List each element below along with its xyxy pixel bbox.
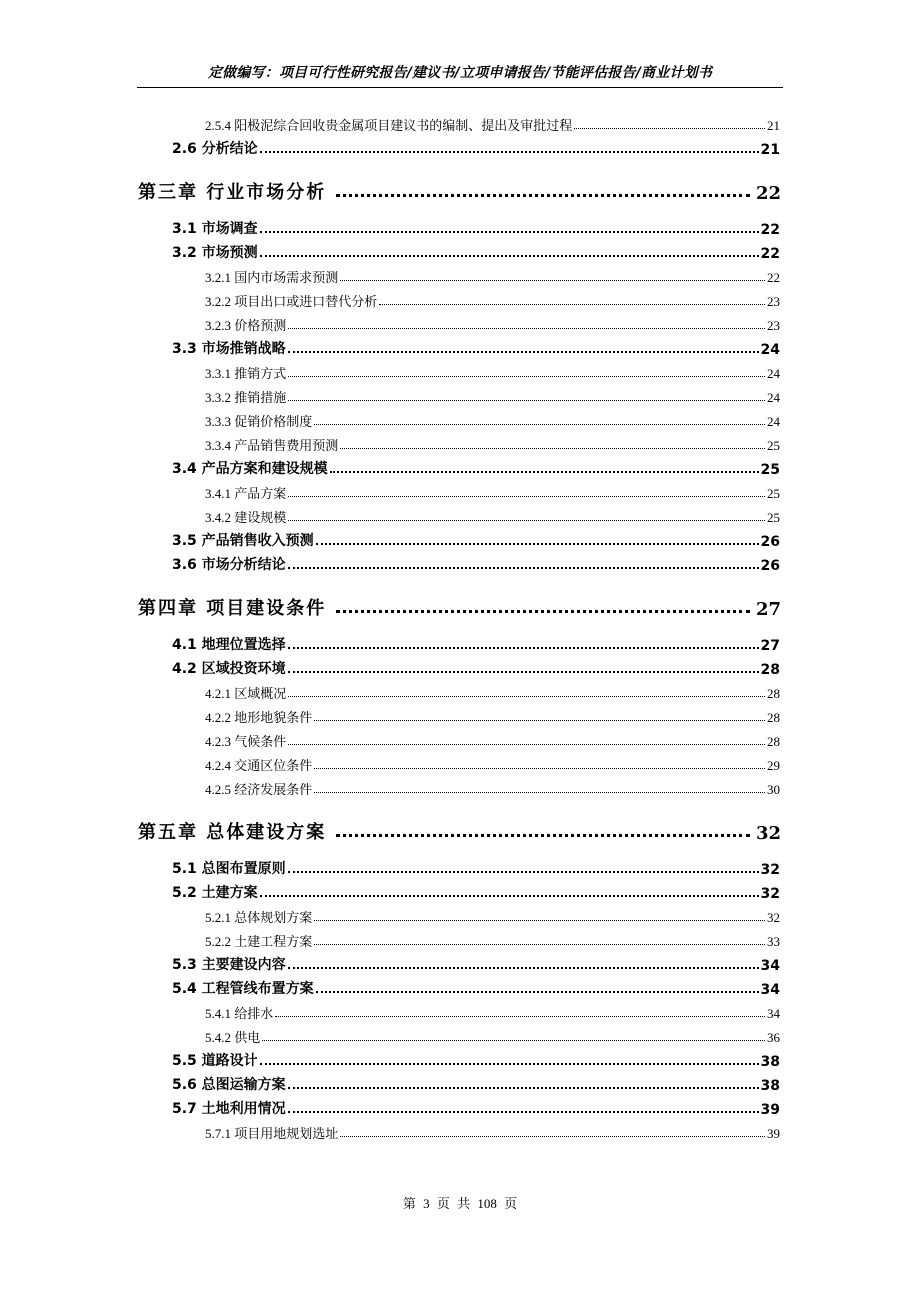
toc-entry-title: 2.5.4 阳极泥综合回收贵金属项目建议书的编制、提出及审批过程 <box>205 118 573 133</box>
toc-dot-leader <box>314 424 765 425</box>
toc-dot-leader <box>288 671 759 673</box>
toc-dot-leader <box>288 1111 759 1113</box>
toc-entry-title: 4.2 区域投资环境 <box>172 661 286 677</box>
toc-dot-leader <box>340 1136 765 1137</box>
toc-entry-page-number: 26 <box>760 534 780 550</box>
toc-dot-leader <box>336 834 750 837</box>
toc-subsection-entry[interactable] <box>205 434 780 454</box>
toc-dot-leader <box>288 400 765 401</box>
toc-entry-page-number: 27 <box>760 638 780 654</box>
toc-subsection-entry[interactable] <box>205 706 780 726</box>
toc-dot-leader <box>336 610 750 613</box>
toc-entry-page-number: 39 <box>760 1102 780 1118</box>
toc-entry-page-number: 25 <box>760 462 780 478</box>
toc-entry-title: 5.7.1 项目用地规划选址 <box>205 1126 339 1141</box>
toc-entry-title: 3.4.2 建设规模 <box>205 510 287 525</box>
toc-entry-page-number: 29 <box>767 758 780 773</box>
toc-dot-leader <box>262 1040 765 1041</box>
toc-section-entry[interactable] <box>172 658 780 678</box>
toc-subsection-entry[interactable] <box>205 314 780 334</box>
toc-section-entry[interactable] <box>172 978 780 998</box>
toc-dot-leader <box>288 520 765 521</box>
toc-entry-page-number: 24 <box>767 414 780 429</box>
toc-entry-page-number: 38 <box>760 1078 780 1094</box>
toc-entry-title: 第五章 总体建设方案 <box>138 822 327 843</box>
toc-dot-leader <box>260 151 759 153</box>
toc-dot-leader <box>574 128 765 129</box>
toc-subsection-entry[interactable] <box>205 682 780 702</box>
toc-dot-leader <box>340 448 765 449</box>
toc-entry-title: 5.2.2 土建工程方案 <box>205 934 313 949</box>
toc-entry-page-number: 34 <box>760 982 780 998</box>
toc-dot-leader <box>314 720 765 721</box>
toc-dot-leader <box>340 280 765 281</box>
toc-section-entry[interactable] <box>172 1074 780 1094</box>
toc-subsection-entry[interactable] <box>205 1026 780 1046</box>
toc-section-entry[interactable] <box>172 954 780 974</box>
toc-entry-page-number: 21 <box>760 142 780 158</box>
toc-entry-page-number: 32 <box>760 862 780 878</box>
toc-entry-page-number: 25 <box>767 510 780 525</box>
toc-entry-page-number: 24 <box>767 390 780 405</box>
toc-entry-page-number: 28 <box>767 686 780 701</box>
page-header: 定做编写：项目可行性研究报告/建议书/立项申请报告/节能评估报告/商业计划书 <box>207 65 713 81</box>
toc-subsection-entry[interactable] <box>205 930 780 950</box>
toc-section-entry[interactable] <box>172 338 780 358</box>
toc-entry-title: 5.2.1 总体规划方案 <box>205 910 313 925</box>
toc-entry-page-number: 25 <box>767 486 780 501</box>
toc-entry-page-number: 32 <box>755 823 781 844</box>
toc-entry-page-number: 39 <box>767 1126 780 1141</box>
toc-subsection-entry[interactable] <box>205 506 780 526</box>
toc-subsection-entry[interactable] <box>205 386 780 406</box>
toc-dot-leader <box>260 895 759 897</box>
toc-entry-title: 第四章 项目建设条件 <box>138 598 327 619</box>
toc-entry-page-number: 34 <box>760 958 780 974</box>
toc-entry-title: 4.1 地理位置选择 <box>172 637 286 653</box>
toc-section-entry[interactable] <box>172 634 780 654</box>
toc-entry-title: 2.6 分析结论 <box>172 141 258 157</box>
toc-dot-leader <box>379 304 765 305</box>
toc-dot-leader <box>316 543 759 545</box>
toc-subsection-entry[interactable] <box>205 410 780 430</box>
toc-entry-title: 5.6 总图运输方案 <box>172 1077 286 1093</box>
toc-chapter-entry[interactable] <box>138 818 781 844</box>
toc-section-entry[interactable] <box>172 218 780 238</box>
toc-entry-title: 第三章 行业市场分析 <box>138 182 327 203</box>
toc-section-entry[interactable] <box>172 242 780 262</box>
toc-dot-leader <box>260 231 759 233</box>
toc-section-entry[interactable] <box>172 882 780 902</box>
toc-dot-leader <box>288 967 759 969</box>
toc-dot-leader <box>260 1063 759 1065</box>
toc-dot-leader <box>288 567 759 569</box>
toc-entry-title: 5.4 工程管线布置方案 <box>172 981 314 997</box>
toc-entry-page-number: 32 <box>767 910 780 925</box>
toc-dot-leader <box>288 696 765 697</box>
toc-dot-leader <box>275 1016 765 1017</box>
toc-dot-leader <box>316 991 759 993</box>
toc-entry-page-number: 38 <box>760 1054 780 1070</box>
toc-subsection-entry[interactable] <box>205 266 780 286</box>
toc-subsection-entry[interactable] <box>205 730 780 750</box>
toc-entry-title: 3.1 市场调查 <box>172 221 258 237</box>
toc-entry-page-number: 25 <box>767 438 780 453</box>
toc-entry-page-number: 30 <box>767 782 780 797</box>
toc-dot-leader <box>314 920 765 921</box>
toc-entry-page-number: 27 <box>755 599 781 620</box>
toc-section-entry[interactable] <box>172 530 780 550</box>
toc-entry-title: 3.3.3 促销价格制度 <box>205 414 313 429</box>
toc-dot-leader <box>336 194 750 197</box>
toc-dot-leader <box>288 496 765 497</box>
toc-section-entry[interactable] <box>172 458 780 478</box>
toc-entry-title: 4.2.4 交通区位条件 <box>205 758 313 773</box>
toc-section-entry[interactable] <box>172 554 780 574</box>
toc-entry-page-number: 28 <box>767 710 780 725</box>
toc-entry-title: 5.7 土地利用情况 <box>172 1101 286 1117</box>
toc-subsection-entry[interactable] <box>205 290 780 310</box>
toc-chapter-entry[interactable] <box>138 178 781 204</box>
toc-entry-title: 5.2 土建方案 <box>172 885 258 901</box>
toc-entry-page-number: 24 <box>767 366 780 381</box>
toc-entry-page-number: 23 <box>767 294 780 309</box>
toc-dot-leader <box>260 255 759 257</box>
toc-entry-title: 3.2.3 价格预测 <box>205 318 287 333</box>
toc-entry-page-number: 36 <box>767 1030 780 1045</box>
toc-subsection-entry[interactable] <box>205 114 780 134</box>
toc-entry-page-number: 22 <box>755 183 781 204</box>
toc-entry-page-number: 32 <box>760 886 780 902</box>
toc-dot-leader <box>288 1087 759 1089</box>
toc-subsection-entry[interactable] <box>205 482 780 502</box>
toc-entry-page-number: 22 <box>760 246 780 262</box>
toc-entry-title: 3.3 市场推销战略 <box>172 341 286 357</box>
toc-dot-leader <box>314 944 765 945</box>
toc-entry-title: 4.2.5 经济发展条件 <box>205 782 313 797</box>
toc-entry-title: 4.2.1 区域概况 <box>205 686 287 701</box>
toc-subsection-entry[interactable] <box>205 1122 780 1142</box>
toc-dot-leader <box>288 376 765 377</box>
toc-dot-leader <box>288 744 765 745</box>
toc-entry-page-number: 22 <box>760 222 780 238</box>
toc-dot-leader <box>288 351 759 353</box>
toc-entry-title: 4.2.3 气候条件 <box>205 734 287 749</box>
toc-entry-page-number: 21 <box>767 118 780 133</box>
toc-entry-page-number: 28 <box>767 734 780 749</box>
toc-dot-leader <box>314 792 765 793</box>
toc-chapter-entry[interactable] <box>138 594 781 620</box>
toc-entry-title: 4.2.2 地形地貌条件 <box>205 710 313 725</box>
toc-entry-page-number: 33 <box>767 934 780 949</box>
toc-entry-title: 3.4 产品方案和建设规模 <box>172 461 328 477</box>
toc-section-entry[interactable] <box>172 138 780 158</box>
toc-entry-page-number: 24 <box>760 342 780 358</box>
toc-entry-title: 3.3.4 产品销售费用预测 <box>205 438 339 453</box>
toc-entry-page-number: 22 <box>767 270 780 285</box>
toc-subsection-entry[interactable] <box>205 1002 780 1022</box>
toc-dot-leader <box>288 647 759 649</box>
toc-entry-title: 5.4.1 给排水 <box>205 1006 274 1021</box>
toc-section-entry[interactable] <box>172 1098 780 1118</box>
page-footer: 第 3 页 共 108 页 <box>402 1196 518 1211</box>
toc-entry-title: 5.1 总图布置原则 <box>172 861 286 877</box>
toc-subsection-entry[interactable] <box>205 362 780 382</box>
toc-entry-title: 3.5 产品销售收入预测 <box>172 533 314 549</box>
toc-subsection-entry[interactable] <box>205 754 780 774</box>
toc-entry-page-number: 28 <box>760 662 780 678</box>
toc-entry-title: 3.2.1 国内市场需求预测 <box>205 270 339 285</box>
toc-section-entry[interactable] <box>172 1050 780 1070</box>
toc-entry-page-number: 26 <box>760 558 780 574</box>
toc-entry-title: 3.2 市场预测 <box>172 245 258 261</box>
toc-entry-title: 5.4.2 供电 <box>205 1030 261 1045</box>
toc-entry-title: 5.5 道路设计 <box>172 1053 258 1069</box>
toc-dot-leader <box>330 471 759 473</box>
toc-entry-title: 3.3.1 推销方式 <box>205 366 287 381</box>
toc-subsection-entry[interactable] <box>205 778 780 798</box>
toc-dot-leader <box>314 768 765 769</box>
toc-entry-page-number: 23 <box>767 318 780 333</box>
toc-section-entry[interactable] <box>172 858 780 878</box>
toc-entry-title: 5.3 主要建设内容 <box>172 957 286 973</box>
toc-entry-title: 3.6 市场分析结论 <box>172 557 286 573</box>
toc-entry-page-number: 34 <box>767 1006 780 1021</box>
toc-dot-leader <box>288 871 759 873</box>
toc-entry-title: 3.3.2 推销措施 <box>205 390 287 405</box>
toc-dot-leader <box>288 328 765 329</box>
toc-subsection-entry[interactable] <box>205 906 780 926</box>
toc-entry-title: 3.4.1 产品方案 <box>205 486 287 501</box>
toc-entry-title: 3.2.2 项目出口或进口替代分析 <box>205 294 378 309</box>
